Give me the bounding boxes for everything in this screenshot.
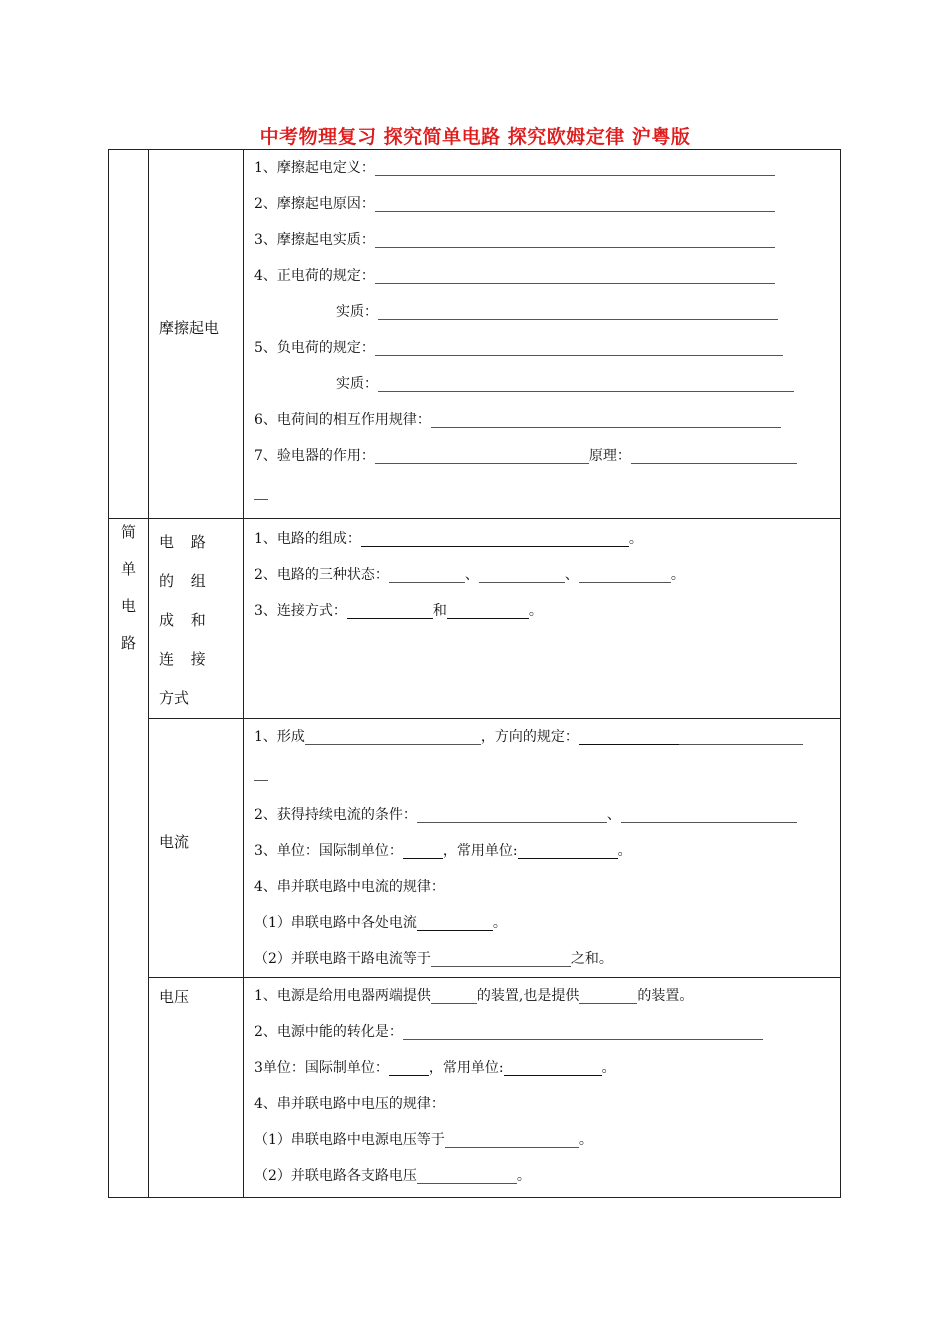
voltage-item-2: 2、电源中能的转化是： (244, 1014, 840, 1050)
blank-line[interactable] (361, 528, 629, 547)
blank-line[interactable] (504, 1057, 602, 1076)
friction-item-5-nature: 实质： (244, 366, 840, 402)
blank-line[interactable] (679, 726, 803, 745)
friction-label: 摩擦起电 (159, 319, 220, 337)
blank-line[interactable] (305, 726, 481, 745)
blank-line[interactable] (375, 445, 589, 464)
blank-line[interactable] (417, 804, 607, 823)
circuit-item-3: 3、连接方式： 和 。 (244, 593, 840, 629)
friction-item-7-cont (244, 474, 840, 518)
blank-line[interactable] (431, 948, 571, 967)
voltage-item-4b: （2）并联电路各支路电压 。 (244, 1158, 840, 1194)
blank-line[interactable] (417, 1165, 517, 1184)
friction-item-7: 7、验电器的作用： 原理： (244, 438, 840, 474)
blank-line[interactable] (631, 445, 797, 464)
review-table (108, 149, 841, 1198)
blank-line[interactable] (621, 804, 797, 823)
voltage-item-1: 1、电源是给用电器两端提供 的装置,也是提供 的装置。 (244, 978, 840, 1014)
circuit-item-1: 1、电路的组成： 。 (244, 521, 840, 557)
blank-line[interactable] (403, 1021, 763, 1040)
circuit-label-cell: 电 路 的 组 成 和 连 接 方式 (149, 519, 244, 719)
blank-line[interactable] (347, 600, 433, 619)
voltage-item-4: 4、串并联电路中电压的规律： (254, 1096, 445, 1112)
blank-line[interactable] (389, 564, 465, 583)
blank-line[interactable] (378, 301, 778, 320)
current-item-3: 3、单位：国际制单位： ，常用单位: 。 (244, 833, 840, 869)
current-item-1: 1、形成 ，方向的规定： (244, 719, 840, 755)
current-item-4b: （2）并联电路干路电流等于 之和。 (244, 941, 840, 977)
voltage-content (244, 978, 841, 1198)
voltage-item-4a: （1）串联电路中电源电压等于 。 (244, 1122, 840, 1158)
blank-line[interactable] (254, 762, 268, 781)
blank-line[interactable] (431, 985, 477, 1004)
blank-line[interactable] (375, 265, 775, 284)
blank-line[interactable] (254, 481, 268, 500)
voltage-label-cell: 电压 (149, 978, 244, 1198)
blank-line[interactable] (479, 564, 565, 583)
blank-line[interactable] (375, 157, 775, 176)
current-item-1-cont (244, 755, 840, 797)
current-item-4: 4、串并联电路中电流的规律： (254, 879, 445, 895)
circuit-row (109, 519, 841, 719)
circuit-content (244, 519, 841, 719)
blank-line[interactable] (445, 1129, 579, 1148)
blank-line[interactable] (447, 600, 529, 619)
friction-item-5: 5、负电荷的规定： (244, 330, 840, 366)
friction-item-6: 6、电荷间的相互作用规律： (244, 402, 840, 438)
circuit-item-2: 2、电路的三种状态： 、 、 。 (244, 557, 840, 593)
friction-label-cell (149, 150, 244, 519)
voltage-row (109, 978, 841, 1198)
friction-item-1: 1、摩擦起电定义： (244, 150, 840, 186)
friction-row (109, 150, 841, 519)
blank-line[interactable] (389, 1057, 429, 1076)
blank-line[interactable] (403, 840, 443, 859)
blank-line[interactable] (375, 229, 775, 248)
blank-line[interactable] (579, 564, 671, 583)
blank-line[interactable] (375, 337, 783, 356)
friction-item-2: 2、摩擦起电原因： (244, 186, 840, 222)
page-title: 中考物理复习 探究简单电路 探究欧姆定律 沪粤版 (259, 126, 691, 148)
empty-cell (109, 150, 149, 519)
blank-line[interactable] (417, 912, 493, 931)
current-item-2: 2、获得持续电流的条件： 、 (244, 797, 840, 833)
blank-line[interactable] (431, 409, 781, 428)
voltage-item-3: 3单位：国际制单位： ，常用单位: 。 (244, 1050, 840, 1086)
blank-line[interactable] (579, 726, 679, 745)
friction-item-4-nature: 实质： (244, 294, 840, 330)
blank-line[interactable] (579, 985, 637, 1004)
current-item-4a: （1）串联电路中各处电流 。 (244, 905, 840, 941)
current-row (109, 719, 841, 978)
friction-item-4: 4、正电荷的规定： (244, 258, 840, 294)
blank-line[interactable] (518, 840, 618, 859)
friction-content (244, 150, 841, 519)
current-label-cell: 电流 (149, 719, 244, 978)
simple-circuit-label: 简 单 电 路 (109, 519, 149, 1198)
friction-item-3: 3、摩擦起电实质： (244, 222, 840, 258)
blank-line[interactable] (375, 193, 775, 212)
current-content (244, 719, 841, 978)
blank-line[interactable] (378, 373, 794, 392)
